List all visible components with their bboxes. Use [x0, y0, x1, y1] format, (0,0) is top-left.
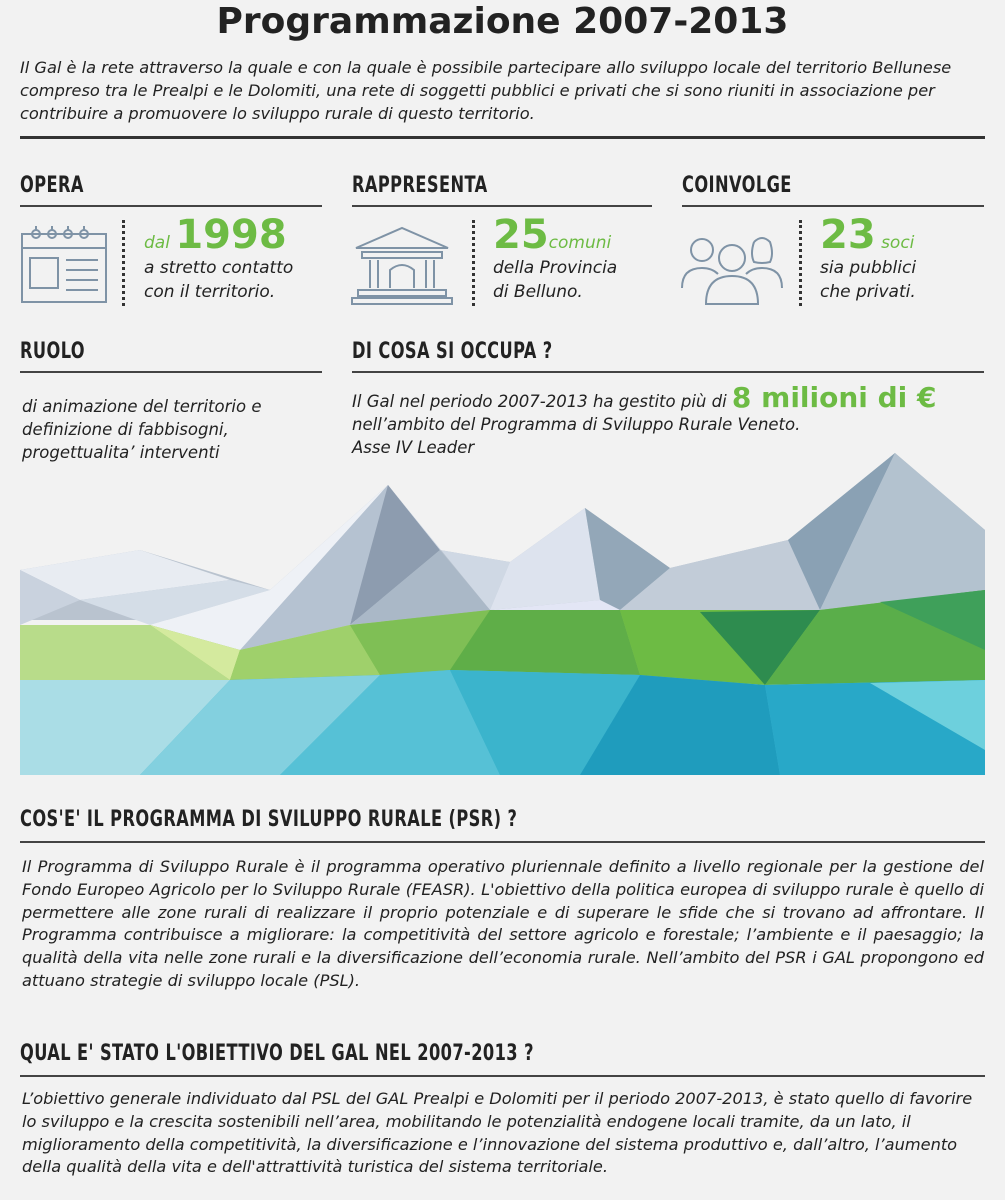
divider	[352, 371, 984, 373]
divider	[20, 1075, 985, 1077]
stat-line: della Provincia	[493, 258, 618, 278]
dotted-separator	[799, 220, 802, 306]
building-icon	[350, 224, 454, 310]
heading-psr: COS'E' IL PROGRAMMA DI SVILUPPO RURALE (PSR) ?	[20, 807, 518, 832]
psr-text: Il Programma di Sviluppo Rurale è il programma operativo pluriennale definito a livello regionale per la gestione del Fondo Europeo Agricolo per lo Sviluppo Rurale (FEASR). L'obiettivo della politica europea di sviluppo rurale è quello di permettere alle zone rurali di realizzare il proprio potenziale e di superare le sfide che si trovano ad affrontare. Il Programma contribuisce a migliorare: la competitività del settore agricolo e forestale; l’ambiente e il paesaggio; la qualità della vita nelle zone rurali e la diversificazione dell’economia rurale. Nell’ambito del PSR i GAL propongono ed attuano strategie di sviluppo locale (PSL).	[22, 857, 984, 990]
dotted-separator	[472, 220, 475, 306]
stat-line: che privati.	[820, 282, 916, 302]
page-title: Programmazione 2007-2013	[216, 1, 789, 42]
stat-line: di Belluno.	[493, 282, 583, 302]
ruolo-text: di animazione del territorio e definizione di fabbisogni, progettualita’ interventi	[22, 397, 262, 462]
divider	[20, 205, 322, 207]
stat-suffix: soci	[881, 233, 915, 253]
heading-occupa: DI COSA SI OCCUPA ?	[352, 339, 553, 364]
occupa-text	[352, 381, 984, 459]
stat-suffix: comuni	[548, 233, 612, 253]
dotted-separator	[122, 220, 125, 306]
stat-opera	[144, 214, 293, 304]
occupa-line: Il Gal nel periodo 2007-2013 ha gestito più di	[352, 392, 727, 411]
obiettivo-text: L’obiettivo generale individuato dal PSL del GAL Prealpi e Dolomiti per il periodo 2007-2013, è stato quello di favorire lo sviluppo e la crescita sostenibili nell’area, mobilitando le potenzialità endogene locali tramite, da un lato, il miglioramento della competitività, la diversificazione e l’innovazione del sistema produttivo e, dall’altro, l’aumento della qualità della vita e dell'attrattività turistica del sistema territoriale.	[22, 1089, 973, 1177]
mountains-illustration	[20, 450, 985, 775]
stat-number: 1998	[175, 212, 287, 258]
divider	[682, 205, 984, 207]
intro-text: Il Gal è la rete attraverso la quale e con la quale è possibile partecipare allo sviluppo locale del territorio Bellunese compreso tra le Prealpi e le Dolomiti, una rete di soggetti pubblici e privati che si sono riuniti in associazione per contribuire a promuovere lo sviluppo rurale di questo territorio.	[20, 58, 952, 123]
calendar-icon	[20, 224, 108, 310]
people-icon	[680, 232, 784, 310]
stat-line: a stretto contatto	[144, 258, 294, 278]
heading-obiettivo: QUAL E' STATO L'OBIETTIVO DEL GAL NEL 2007-2013 ?	[20, 1041, 534, 1066]
heading-coinvolge: COINVOLGE	[682, 173, 792, 198]
occupa-highlight: 8 milioni di €	[731, 381, 937, 414]
stat-rappresenta	[493, 214, 617, 304]
stat-line: con il territorio.	[144, 282, 276, 302]
stat-prefix: dal	[144, 233, 170, 253]
heading-ruolo: RUOLO	[20, 339, 86, 364]
heading-opera: OPERA	[20, 173, 84, 198]
divider	[20, 371, 322, 373]
occupa-line: Asse IV Leader	[352, 438, 475, 457]
stat-coinvolge	[820, 214, 916, 304]
occupa-line: nell’ambito del Programma di Sviluppo Rurale Veneto.	[352, 415, 801, 434]
stat-number: 23	[820, 212, 876, 258]
heading-rappresenta: RAPPRESENTA	[352, 173, 488, 198]
divider	[20, 841, 985, 843]
stat-line: sia pubblici	[820, 258, 917, 278]
divider	[352, 205, 652, 207]
stat-number: 25	[493, 212, 549, 258]
divider	[20, 136, 985, 139]
